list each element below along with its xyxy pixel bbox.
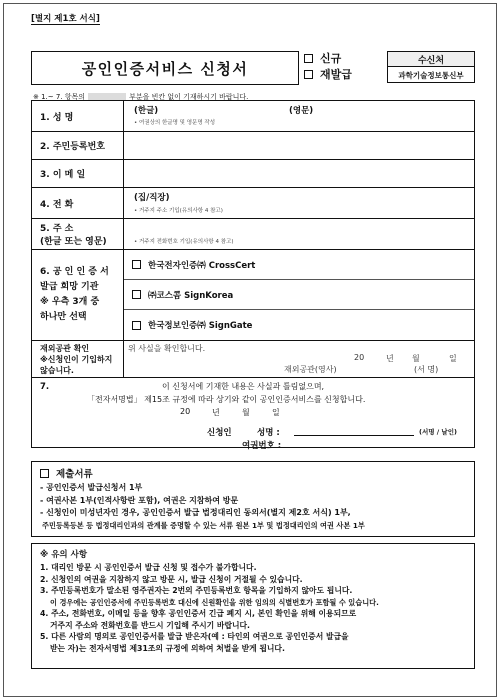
ca-label: 6. 공 인 인 증 서 발급 희망 기관 ※ 우측 3개 중 하나만 선택 [32, 250, 124, 340]
square-icon [40, 469, 49, 478]
ca-signkorea-checkbox[interactable] [132, 290, 141, 299]
address-label: 5. 주 소 (한글 또는 영문) [32, 219, 124, 249]
name-row [32, 101, 474, 132]
caution-item: 거주지 주소와 전화번호를 반드시 기입해 주시기 바랍니다. [50, 620, 251, 630]
phone-label: 4. 전 화 [32, 188, 124, 218]
ca-option-signkorea[interactable]: ㈜코스콤 SignKorea [124, 280, 474, 310]
address-field[interactable]: • 거주지 전화번호 기입(유의사항 4 참고) [134, 239, 234, 245]
form-page [3, 3, 497, 697]
ca-options [124, 250, 474, 340]
caution-item: 이 경우에는 공인인증서에 주민등록번호 대신에 신원확인을 위한 임의의 식별번호가 포함될 수 있습니다. [50, 597, 379, 607]
passport-number-field[interactable] [294, 447, 414, 448]
declaration-section: 7. 이 신청서에 기재한 내용은 사실과 틀림없으며, 「전자서명법」 제15조 규정에 따라 상기와 같이 공인인증서비스를 신청합니다. 20 년 월 일 신청인 성명 : (서명 / 날인) 여권번호 : [40, 382, 457, 451]
name-label: 1. 성 명 [32, 101, 124, 131]
receiver-name: 과학기술정보통신부 [398, 70, 464, 80]
submission-documents [31, 461, 475, 537]
submission-heading: 제출서류 [40, 466, 466, 480]
caution-item: 3. 주민등록번호가 말소된 영주권자는 2번의 주민등록번호 항목을 기입하지 않아도 됩니다. [40, 586, 353, 595]
ca-option-crosscert[interactable]: 한국전자인증㈜ CrossCert [124, 250, 474, 280]
ca-signgate-checkbox[interactable] [132, 321, 141, 330]
apply-reissue-option[interactable]: 재발급 [304, 66, 379, 82]
application-table [31, 100, 475, 451]
caution-heading: ※ 유의 사항 [40, 550, 88, 560]
submission-item: - 신청인이 미성년자인 경우, 공인인증서 발급 법정대리인 동의서(별지 제2호 서식) 1부, [40, 508, 351, 517]
caution-section [31, 543, 475, 669]
submission-item: - 공인인증서 발급신청서 1부 [40, 483, 143, 492]
apply-new-option[interactable]: 신규 [304, 50, 379, 66]
submission-item: 주민등록등본 등 법정대리인과의 관계를 증명할 수 있는 서류 원본 1부 및 법정대리인의 여권 사본 1부 [42, 520, 365, 530]
fill-notice: ※ 1.~ 7. 항목의 부분을 빈칸 없이 기재하시기 바랍니다. [33, 93, 249, 101]
name-field[interactable]: (한글) (영문) • 여권상의 한글명 및 영문명 작성 [134, 106, 314, 126]
caution-item: 5. 다른 사람의 명의로 공인인증서를 발급 받은자(예 : 타인의 여권으로 공인인증서 발급을 [40, 632, 349, 641]
caution-item: 받는 자)는 전자서명법 제31조의 규정에 의하여 처벌을 받게 됩니다. [50, 643, 285, 653]
receiver-box [387, 51, 475, 83]
rrn-field[interactable] [124, 132, 474, 159]
form-number: [별지 제1호 서식] [31, 14, 100, 24]
phone-row [32, 188, 474, 219]
email-label: 3. 이 메 일 [32, 160, 124, 187]
phone-field[interactable]: (집/직장) • 거주지 주소 기입(유의사항 4 참고) [134, 193, 223, 214]
email-row [32, 160, 474, 188]
ca-option-signgate[interactable]: 한국정보인증㈜ SignGate [124, 310, 474, 340]
consulate-confirm: 위 사실을 확인합니다. 20 년 월 일 재외공관(영사) (서 명) [128, 344, 457, 374]
ca-crosscert-checkbox[interactable] [132, 260, 141, 269]
apply-new-checkbox[interactable] [304, 54, 313, 63]
applicant-name-field[interactable] [294, 435, 414, 436]
address-row [32, 219, 474, 250]
apply-reissue-checkbox[interactable] [304, 70, 313, 79]
rrn-label: 2. 주민등록번호 [32, 132, 124, 159]
rrn-row [32, 132, 474, 160]
email-field[interactable] [124, 160, 474, 187]
ca-row [32, 250, 474, 341]
submission-item: - 여권사본 1부(인적사항란 포함), 여권은 지참하여 방문 [40, 495, 239, 505]
caution-item: 4. 주소, 전화번호, 이메일 등을 향후 공인인증서 긴급 폐지 시, 본인 확인을 위해 이용되므로 [40, 609, 357, 618]
consulate-label: 재외공관 확인 ※신청인이 기입하지 않습니다. [32, 341, 124, 377]
receiver-header: 수신처 [388, 52, 474, 67]
consulate-row [32, 341, 474, 378]
caution-item: 2. 신청인의 여권을 지참하지 않고 방문 시, 발급 신청이 거절될 수 있습니다. [40, 574, 303, 584]
form-title: 공인인증서비스 신청서 [31, 51, 299, 85]
apply-type-group [304, 50, 379, 82]
caution-item: 1. 대리인 방문 시 공인인증서 발급 신청 및 접수가 불가합니다. [40, 563, 257, 572]
